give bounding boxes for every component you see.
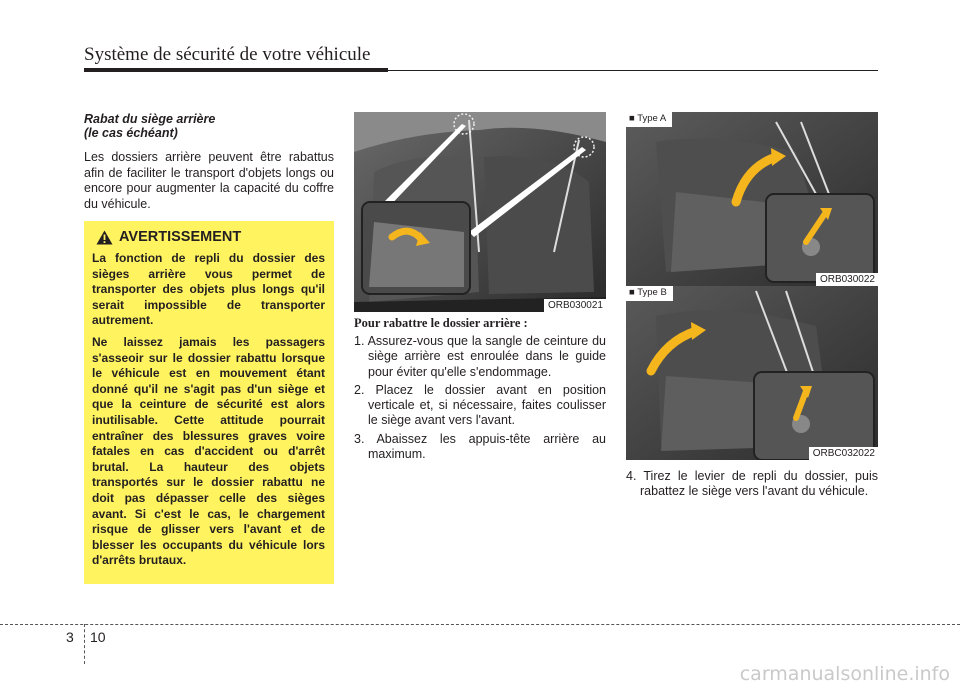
- figure-code-type-b: ORBC032022: [809, 447, 878, 460]
- procedure-step-1: 1. Assurez-vous que la sangle de ceinture du siège arrière est enroulée dans le guide pour éviter qu'elle s'endommage.: [354, 334, 606, 379]
- intro-paragraph: Les dossiers arrière peuvent être rabattus afin de faciliter le transport d'objets longs ou encore pour augmenter la capacité du coffre du véhicule.: [84, 150, 334, 211]
- type-b-drawing: [626, 286, 878, 460]
- chapter-number: 3: [66, 629, 74, 645]
- procedure-step-3: 3. Abaissez les appuis-tête arrière au maximum.: [354, 431, 606, 462]
- footer-divider: [0, 624, 960, 625]
- type-a-illustration: [626, 112, 878, 286]
- site-watermark[interactable]: carmanualsonline.info: [739, 663, 950, 685]
- procedure-column: [354, 316, 606, 462]
- warning-box: [84, 221, 334, 584]
- header-rule: [84, 70, 878, 71]
- intro-column: [84, 112, 334, 212]
- section-heading-line2: (le cas échéant): [84, 126, 178, 140]
- figure-code-main: ORB030021: [544, 299, 606, 312]
- type-b-illustration: [626, 286, 878, 460]
- warning-triangle-icon: [96, 230, 113, 245]
- page-header-title: Système de sécurité de votre véhicule: [84, 44, 371, 65]
- procedure-step-2: 2. Placez le dossier avant en position verticale et, si nécessaire, faites coulisser le siège avant vers l'avant.: [354, 382, 606, 428]
- rear-seat-drawing: [354, 112, 606, 312]
- warning-paragraph-1: La fonction de repli du dossier des sièges arrière vous permet de transporter des objets plus longs qu'il serait impossible de transporter autrement.: [92, 251, 325, 328]
- section-heading: [84, 112, 334, 140]
- figure-code-type-a: ORB030022: [816, 273, 878, 286]
- warning-paragraph-2: Ne laissez jamais les passagers s'asseoir sur le dossier rabattu lorsque le véhicule est en mouvement étant donné qu'il ne s'agit pas d'un siège et que la ceinture de sécurité est alors inutilisable. Cette attitude pourrait entraîner des blessures graves voire fatales en cas d'accident ou d'arrêt brutal. La hauteur des objets transportés sur le dossier rabattu ne doit pas dépasser celle des sièges avant. Si c'est le cas, le chargement risque de glisser vers l'avant et de blesser les occupants du véhicule lors d'arrêts brutaux.: [92, 334, 325, 568]
- footer-vertical-divider: [84, 624, 85, 664]
- procedure-continued-column: [626, 466, 878, 500]
- warning-title: AVERTISSEMENT: [119, 229, 242, 245]
- page-number: 10: [90, 629, 106, 645]
- warning-header: [96, 229, 325, 245]
- procedure-step-4: 4. Tirez le levier de repli du dossier, puis rabattez le siège vers l'avant du véhicule.: [626, 469, 878, 499]
- type-b-label: ■ Type B: [626, 286, 673, 301]
- type-a-label: ■ Type A: [626, 112, 672, 127]
- section-heading-line1: Rabat du siège arrière: [84, 112, 216, 126]
- rear-seat-illustration: [354, 112, 606, 312]
- type-a-drawing: [626, 112, 878, 286]
- procedure-heading: Pour rabattre le dossier arrière :: [354, 316, 528, 330]
